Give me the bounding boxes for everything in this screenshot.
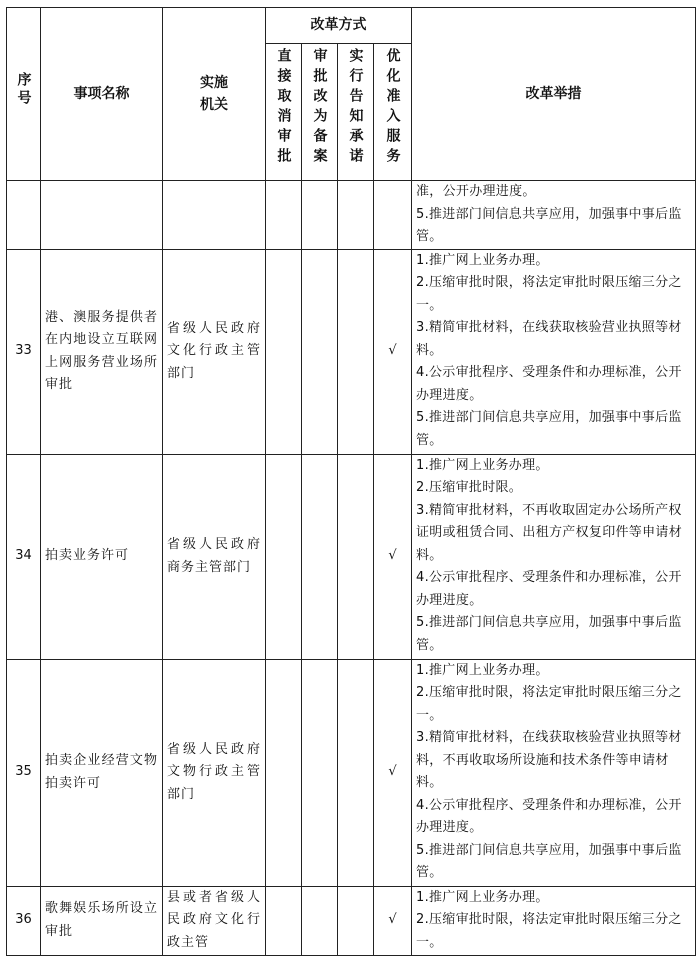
measure-item: 5.推进部门间信息共享应用，加强事中事后监管。 (416, 842, 682, 880)
row-measures (412, 454, 696, 659)
row-seq: 36 (7, 886, 41, 955)
row-mode-mark (266, 454, 302, 659)
reform-table (6, 7, 696, 956)
row-item-name: 拍卖业务许可 (41, 454, 163, 659)
row-mode-mark: √ (374, 249, 412, 454)
measure-item: 3.精简审批材料，在线获取核验营业执照等材料。 (416, 320, 682, 358)
header-item-name: 事项名称 (41, 8, 163, 181)
row-item-name: 港、澳服务提供者在内地设立互联网上网服务营业场所审批 (41, 249, 163, 454)
table-row (7, 886, 696, 955)
header-measures: 改革举措 (412, 8, 696, 181)
row-mode-mark (338, 659, 374, 886)
row-measures (412, 181, 696, 250)
row-mode-mark (302, 659, 338, 886)
measure-item: 1.推广网上业务办理。 (416, 457, 549, 473)
measure-item: 2.压缩审批时限，将法定审批时限压缩三分之一。 (416, 275, 682, 313)
header-seq: 序号 (7, 8, 41, 181)
table-row (7, 181, 696, 250)
row-mode-mark (266, 659, 302, 886)
row-mode-mark: √ (374, 659, 412, 886)
row-mode-mark (338, 886, 374, 955)
measure-item: 5.推进部门间信息共享应用，加强事中事后监管。 (416, 410, 682, 448)
header-agency: 实施机关 (163, 8, 266, 181)
row-seq: 33 (7, 249, 41, 454)
row-mode-mark: √ (374, 454, 412, 659)
measure-item: 3.精简审批材料，在线获取核验营业执照等材料，不再收取场所设施和技术条件等申请材料。 (416, 730, 682, 790)
row-mode-mark (302, 249, 338, 454)
header-mode-cancel: 直接取消审批 (266, 44, 302, 181)
row-mode-mark (302, 454, 338, 659)
measure-item: 1.推广网上业务办理。 (416, 252, 549, 268)
row-mode-mark (374, 181, 412, 250)
row-item-name (41, 181, 163, 250)
measure-item: 准，公开办理进度。 (416, 184, 536, 199)
table-row (7, 659, 696, 886)
row-agency (163, 181, 266, 250)
row-mode-mark (302, 886, 338, 955)
row-seq (7, 181, 41, 250)
row-agency: 省级人民政府文物行政主管部门 (163, 659, 266, 886)
measure-item: 2.压缩审批时限，将法定审批时限压缩三分之一。 (416, 912, 682, 950)
measure-item: 5.推进部门间信息共享应用，加强事中事后监管。 (416, 615, 682, 653)
measure-item: 1.推广网上业务办理。 (416, 662, 549, 678)
table-row (7, 454, 696, 659)
row-mode-mark (338, 181, 374, 250)
measure-item: 3.精简审批材料，不再收取固定办公场所产权证明或租赁合同、出租方产权复印件等申请材料。 (416, 502, 683, 563)
row-measures (412, 659, 696, 886)
row-measures (412, 886, 696, 955)
measure-item: 1.推广网上业务办理。 (416, 889, 549, 905)
header-reform-mode: 改革方式 (266, 8, 412, 44)
row-mode-mark (266, 249, 302, 454)
row-mode-mark (338, 454, 374, 659)
header-mode-commitment: 实行告知承诺 (338, 44, 374, 181)
measure-item: 2.压缩审批时限。 (416, 480, 523, 495)
row-agency: 省级人民政府文化行政主管部门 (163, 249, 266, 454)
measure-item: 2.压缩审批时限，将法定审批时限压缩三分之一。 (416, 685, 682, 723)
row-item-name: 歌舞娱乐场所设立审批 (41, 886, 163, 955)
measure-item: 5.推进部门间信息共享应用，加强事中事后监管。 (416, 206, 682, 244)
row-item-name: 拍卖企业经营文物拍卖许可 (41, 659, 163, 886)
header-mode-filing: 审批改为备案 (302, 44, 338, 181)
row-agency: 县或者省级人民政府文化行政主管 (163, 886, 266, 955)
row-seq: 34 (7, 454, 41, 659)
row-mode-mark (266, 886, 302, 955)
row-mode-mark: √ (374, 886, 412, 955)
measure-item: 4.公示审批程序、受理条件和办理标准，公开办理进度。 (416, 570, 682, 608)
row-mode-mark (266, 181, 302, 250)
row-mode-mark (338, 249, 374, 454)
row-seq: 35 (7, 659, 41, 886)
row-measures (412, 249, 696, 454)
row-agency: 省级人民政府商务主管部门 (163, 454, 266, 659)
measure-item: 4.公示审批程序、受理条件和办理标准，公开办理进度。 (416, 797, 682, 835)
header-mode-optimize: 优化准入服务 (374, 44, 412, 181)
row-mode-mark (302, 181, 338, 250)
table-row (7, 249, 696, 454)
measure-item: 4.公示审批程序、受理条件和办理标准，公开办理进度。 (416, 365, 682, 403)
